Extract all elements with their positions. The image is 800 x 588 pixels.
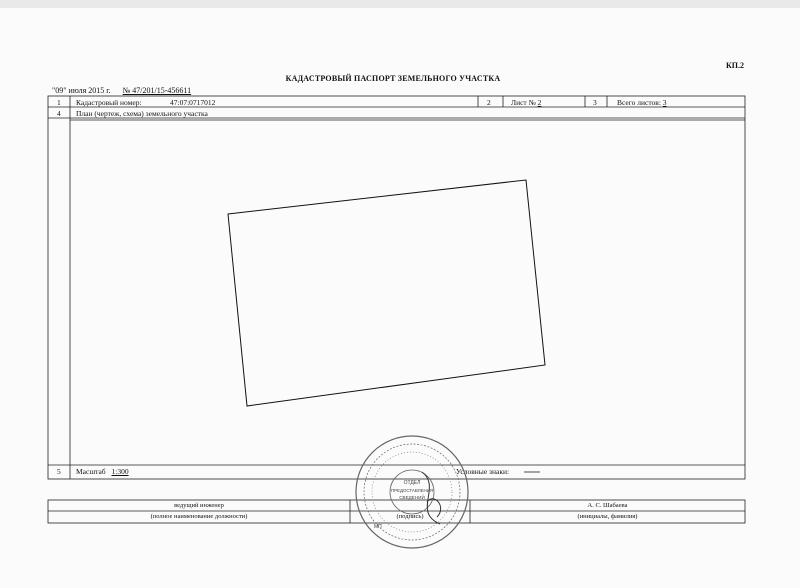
scale-label: Масштаб bbox=[76, 467, 106, 476]
official-position: ведущий инженер bbox=[174, 502, 224, 509]
svg-text:ОТДЕЛ: ОТДЕЛ bbox=[403, 480, 421, 486]
land-plot-polygon bbox=[228, 180, 545, 406]
signature-caption: (подпись) bbox=[396, 513, 424, 520]
row-1-number: 1 bbox=[57, 98, 61, 107]
position-caption: (полное наименование должности) bbox=[150, 513, 248, 520]
sheet-number-value: 2 bbox=[537, 98, 542, 107]
total-sheets-label: Всего листов: bbox=[617, 98, 661, 107]
sheet-number-label: Лист № bbox=[511, 98, 536, 107]
document-date: "09" июля 2015 г. bbox=[52, 86, 111, 95]
scale-value: 1:300 bbox=[111, 467, 129, 476]
row-2-number: 2 bbox=[487, 98, 491, 107]
name-caption: (инициалы, фамилия) bbox=[577, 513, 638, 520]
plan-label: План (чертеж, схема) земельного участка bbox=[76, 109, 208, 118]
form-code: КП.2 bbox=[725, 61, 744, 70]
legend-label: Условные знаки: bbox=[456, 467, 510, 476]
row-5-number: 5 bbox=[57, 467, 61, 476]
total-sheets-value: 3 bbox=[662, 98, 667, 107]
svg-text:СВЕДЕНИЙ: СВЕДЕНИЙ bbox=[399, 495, 425, 500]
svg-text:ПРЕДОСТАВЛЕНИЯ: ПРЕДОСТАВЛЕНИЯ bbox=[390, 488, 434, 493]
total-sheets bbox=[617, 98, 667, 107]
scale-line bbox=[76, 467, 129, 476]
document-title: КАДАСТРОВЫЙ ПАСПОРТ ЗЕМЕЛЬНОГО УЧАСТКА bbox=[285, 74, 501, 83]
sheet-number bbox=[511, 98, 541, 107]
document-number: № 47/201/15-456611 bbox=[122, 86, 192, 95]
official-stamp bbox=[352, 432, 472, 552]
form-frame bbox=[48, 96, 745, 479]
official-name: А. С. Шабаева bbox=[587, 502, 628, 509]
row-4-number: 4 bbox=[57, 109, 61, 118]
svg-text:МП: МП bbox=[374, 524, 382, 530]
cadastral-number-value: 47:07:0717012 bbox=[170, 98, 216, 107]
cadastral-number-label: Кадастровый номер: bbox=[76, 98, 142, 107]
row-3-number: 3 bbox=[593, 98, 597, 107]
